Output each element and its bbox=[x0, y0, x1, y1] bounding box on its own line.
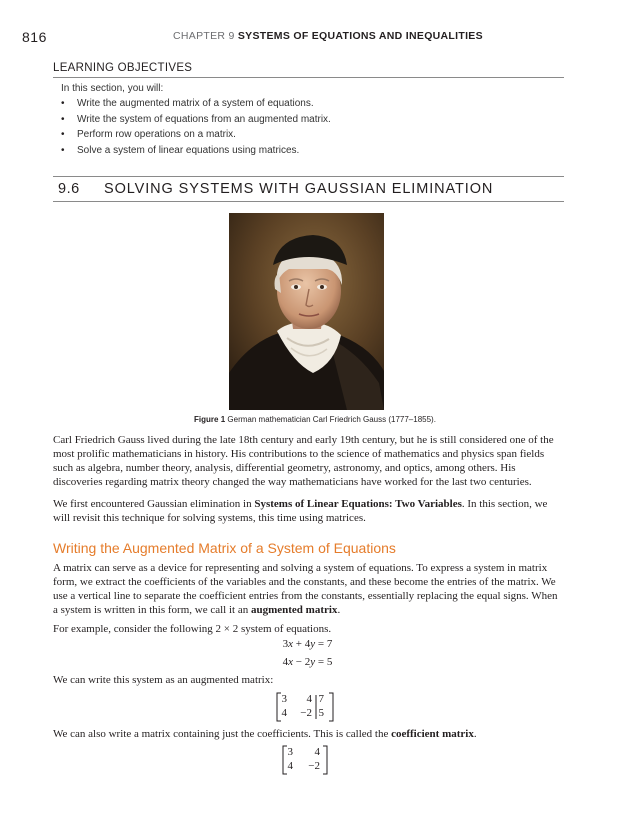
cross-reference-link[interactable]: Systems of Linear Equations: Two Variables bbox=[254, 498, 462, 510]
eq2-op: − 2 bbox=[293, 656, 311, 668]
eq2-var-y: y bbox=[310, 656, 316, 668]
term-augmented-matrix: augmented matrix bbox=[250, 604, 338, 617]
matrix-cell: 7 bbox=[318, 693, 324, 705]
figure-caption bbox=[0, 415, 630, 424]
objective-item: • Write the augmented matrix of a system of equations. bbox=[61, 96, 564, 112]
paragraph-augmented-matrix bbox=[53, 561, 565, 617]
matrix-cell: 3 bbox=[281, 693, 287, 705]
subsection-heading: Writing the Augmented Matrix of a System of Equations bbox=[53, 540, 396, 556]
section-rule-bottom bbox=[53, 201, 564, 202]
matrix-cell: 4 bbox=[314, 746, 320, 758]
matrix-cell: 4 bbox=[287, 760, 293, 772]
objective-item: • Write the system of equations from an augmented matrix. bbox=[61, 112, 564, 128]
learning-objectives-intro: In this section, you will: bbox=[61, 83, 164, 94]
objective-item: • Perform row operations on a matrix. bbox=[61, 127, 564, 143]
chapter-title: SYSTEMS OF EQUATIONS AND INEQUALITIES bbox=[237, 30, 483, 42]
eq1-var-x: x bbox=[288, 638, 294, 650]
paragraph-gauss-bio: Carl Friedrich Gauss lived during the late 18th century and early 19th century, but he is still considered one of the most prolific mathematicians in history. His contributions to the science of mathematics and physics span fields such as algebra, number theory, analysis, differential geometry, astronomy, and optics, among others. His discoveries regarding matrix theory changed the way mathematicians have worked for the last two centuries. bbox=[53, 434, 554, 489]
eq1-coef: 3 bbox=[282, 638, 289, 650]
eq2-var-x: x bbox=[288, 656, 294, 668]
section-rule-top bbox=[53, 176, 564, 177]
coefficient-matrix bbox=[282, 745, 330, 775]
paragraph-coefficient-text-end: . bbox=[473, 728, 477, 740]
paragraph-coefficient-text: We can also write a matrix containing just the coefficients. This is called the bbox=[53, 728, 392, 740]
paragraph-augmented-text-end: . bbox=[337, 604, 341, 617]
paragraph-coefficient-matrix bbox=[53, 727, 565, 741]
matrix-cell: 4 bbox=[306, 693, 312, 705]
section-number: 9.6 bbox=[58, 181, 80, 197]
figure-caption-text: German mathematician Carl Friedrich Gauss (1777–1855). bbox=[227, 415, 436, 424]
paragraph-augmented-intro: We can write this system as an augmented matrix: bbox=[53, 674, 274, 686]
matrix-cell: −2 bbox=[308, 760, 320, 772]
eq1-var-y: y bbox=[310, 638, 316, 650]
equation-2 bbox=[0, 656, 615, 668]
matrix-cell: 5 bbox=[318, 707, 324, 719]
paragraph-augmented-text: A matrix can serve as a device for representing and solving a system of equations. To express a system in matrix form, we extract the coefficients of the variables and the constants, and these become the entries of the matrix. We use a vertical line to separate the coefficient entries from the constants, essentially replacing the equal signs. When a system is written in this form, we call it an bbox=[53, 562, 558, 617]
matrix-cell: −2 bbox=[300, 707, 312, 719]
eq2-rhs: = 5 bbox=[315, 656, 333, 668]
gauss-portrait bbox=[229, 213, 384, 410]
learning-objectives bbox=[53, 62, 564, 159]
figure-label: Figure 1 bbox=[194, 415, 226, 424]
learning-objectives-list bbox=[61, 96, 564, 159]
section-title: SOLVING SYSTEMS WITH GAUSSIAN ELIMINATION bbox=[104, 181, 494, 197]
term-coefficient-matrix: coefficient matrix bbox=[391, 728, 474, 740]
paragraph-intro-text-end: . In this section, we will revisit this technique for solving systems, this time using matrices. bbox=[53, 498, 548, 525]
matrix-cell: 4 bbox=[281, 707, 287, 719]
matrix-cell: 3 bbox=[287, 746, 293, 758]
eq1-rhs: = 7 bbox=[315, 638, 333, 650]
eq1-op: + 4 bbox=[293, 638, 311, 650]
paragraph-intro bbox=[53, 497, 565, 525]
chapter-label: CHAPTER 9 bbox=[173, 30, 235, 42]
equation-1 bbox=[0, 638, 615, 650]
paragraph-example: For example, consider the following 2 × 2 system of equations. bbox=[53, 623, 332, 635]
learning-objectives-heading: LEARNING OBJECTIVES bbox=[53, 62, 564, 78]
objective-item: • Solve a system of linear equations using matrices. bbox=[61, 143, 564, 159]
page-number: 816 bbox=[22, 29, 47, 45]
gauss-portrait-drawing bbox=[229, 213, 384, 410]
eq2-coef: 4 bbox=[282, 656, 289, 668]
paragraph-intro-text: We first encountered Gaussian elimination in bbox=[53, 498, 255, 510]
running-head bbox=[173, 30, 483, 42]
augmented-matrix bbox=[276, 692, 336, 722]
